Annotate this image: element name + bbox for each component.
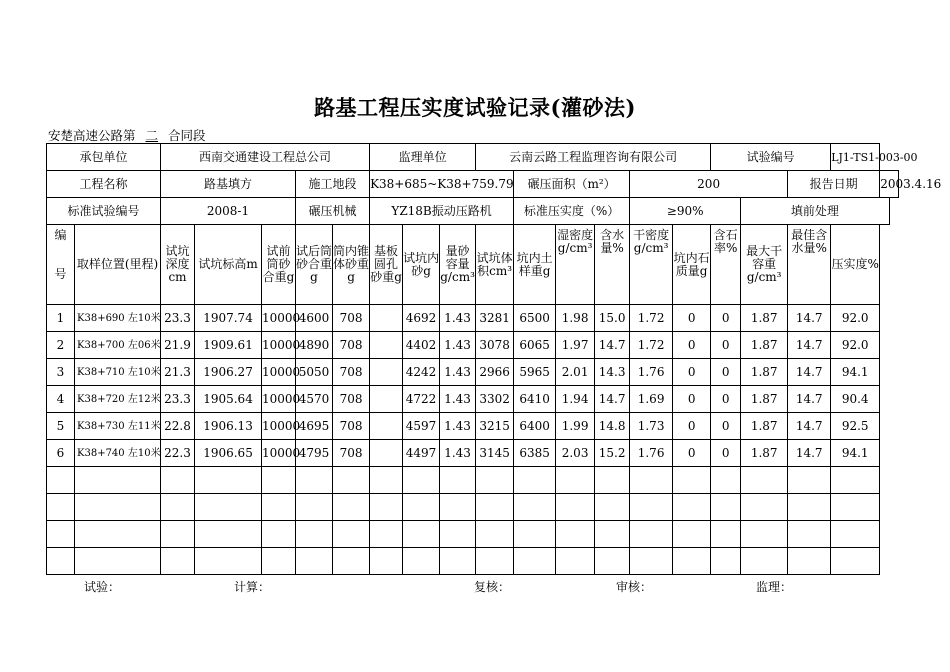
- row-dry-density: 1.69: [630, 386, 673, 413]
- col-after-weight: 试后筒砂合重g: [296, 225, 333, 305]
- row-before-weight: 10000: [262, 359, 296, 386]
- empty-row: [47, 548, 899, 575]
- row-soil-weight: 5965: [514, 359, 556, 386]
- row-location: K38+700 左06米: [75, 332, 161, 359]
- row-max-dry-density: 1.87: [741, 359, 788, 386]
- contract-section-line: [48, 126, 206, 144]
- row-before-weight: 10000: [262, 413, 296, 440]
- row-cone-sand: 708: [333, 440, 370, 467]
- machine-label: 碾压机械: [296, 198, 370, 225]
- row-stone-weight: 0: [673, 413, 711, 440]
- row-pit-sand: 4242: [403, 359, 440, 386]
- row-sand-density: 1.43: [440, 332, 476, 359]
- row-location: K38+720 左12米: [75, 386, 161, 413]
- table-row: [47, 440, 899, 467]
- col-no: 编 号: [47, 225, 75, 305]
- page-title: 路基工程压实度试验记录(灌砂法): [314, 95, 636, 120]
- std-comp-value: ≥90%: [630, 198, 741, 225]
- col-plate-sand: 基板圆孔砂重g: [370, 225, 403, 305]
- row-location: K38+730 左11米: [75, 413, 161, 440]
- row-wet-density: 1.94: [556, 386, 595, 413]
- row-no: 1: [47, 305, 75, 332]
- row-stone-rate: 0: [711, 386, 741, 413]
- row-max-dry-density: 1.87: [741, 332, 788, 359]
- row-before-weight: 10000: [262, 305, 296, 332]
- contract-section-number: 二: [145, 128, 159, 143]
- row-stone-rate: 0: [711, 413, 741, 440]
- col-location: 取样位置(里程): [75, 225, 161, 305]
- row-after-weight: 4695: [296, 413, 333, 440]
- row-plate-sand: [370, 386, 403, 413]
- std-no-value: 2008-1: [161, 198, 296, 225]
- row-compaction: 94.1: [831, 440, 880, 467]
- row-cone-sand: 708: [333, 359, 370, 386]
- treatment-value: 填前处理: [741, 198, 889, 225]
- col-cone-sand: 筒内锥体砂重g: [333, 225, 370, 305]
- empty-row: [47, 494, 899, 521]
- machine-value: YZ18B振动压路机: [370, 198, 514, 225]
- row-soil-weight: 6400: [514, 413, 556, 440]
- row-moisture: 14.3: [595, 359, 630, 386]
- row-pit-sand: 4692: [403, 305, 440, 332]
- row-pit-volume: 2966: [476, 359, 514, 386]
- row-elevation: 1907.74: [195, 305, 262, 332]
- row-max-dry-density: 1.87: [741, 386, 788, 413]
- row-stone-weight: 0: [673, 386, 711, 413]
- row-no: 6: [47, 440, 75, 467]
- row-location: K38+740 左10米: [75, 440, 161, 467]
- col-max-dry-density: 最大干容重g/cm³: [741, 225, 788, 305]
- row-wet-density: 2.03: [556, 440, 595, 467]
- footer-calc: 计算：: [234, 580, 271, 594]
- col-stone-weight: 坑内石质量g: [673, 225, 711, 305]
- row-soil-weight: 6385: [514, 440, 556, 467]
- row-no: 3: [47, 359, 75, 386]
- row-dry-density: 1.76: [630, 359, 673, 386]
- row-stone-rate: 0: [711, 305, 741, 332]
- supervisor-label: 监理单位: [370, 144, 476, 171]
- row-location: K38+710 左10米: [75, 359, 161, 386]
- row-depth: 23.3: [161, 305, 195, 332]
- row-depth: 21.3: [161, 359, 195, 386]
- row-dry-density: 1.76: [630, 440, 673, 467]
- row-plate-sand: [370, 359, 403, 386]
- row-elevation: 1906.27: [195, 359, 262, 386]
- row-after-weight: 4890: [296, 332, 333, 359]
- area-value: 200: [630, 171, 788, 198]
- row-optimal-moisture: 14.7: [788, 305, 831, 332]
- row-pit-sand: 4497: [403, 440, 440, 467]
- row-cone-sand: 708: [333, 332, 370, 359]
- site-value: K38+685~K38+759.79: [370, 171, 514, 198]
- footer-audit: 审核：: [616, 580, 653, 594]
- footer-review: 复核：: [474, 580, 511, 594]
- row-plate-sand: [370, 413, 403, 440]
- col-elevation: 试坑标高m: [195, 225, 262, 305]
- row-plate-sand: [370, 332, 403, 359]
- std-comp-label: 标准压实度（%）: [514, 198, 630, 225]
- row-stone-rate: 0: [711, 332, 741, 359]
- row-stone-weight: 0: [673, 440, 711, 467]
- row-optimal-moisture: 14.7: [788, 359, 831, 386]
- table-row: [47, 413, 899, 440]
- row-pit-volume: 3281: [476, 305, 514, 332]
- row-cone-sand: 708: [333, 413, 370, 440]
- row-stone-rate: 0: [711, 440, 741, 467]
- row-elevation: 1906.13: [195, 413, 262, 440]
- data-rows: [47, 305, 899, 467]
- row-pit-volume: 3215: [476, 413, 514, 440]
- row-cone-sand: 708: [333, 305, 370, 332]
- row-pit-sand: 4597: [403, 413, 440, 440]
- table-row: [47, 386, 899, 413]
- supervisor-value: 云南云路工程监理咨询有限公司: [476, 144, 711, 171]
- contractor-label: 承包单位: [47, 144, 161, 171]
- row-pit-volume: 3078: [476, 332, 514, 359]
- row-moisture: 14.7: [595, 386, 630, 413]
- row-pit-volume: 3302: [476, 386, 514, 413]
- table-row: [47, 332, 899, 359]
- col-stone-rate: 含石率%: [711, 225, 741, 305]
- row-compaction: 92.5: [831, 413, 880, 440]
- row-no: 4: [47, 386, 75, 413]
- row-stone-weight: 0: [673, 359, 711, 386]
- row-after-weight: 4570: [296, 386, 333, 413]
- subtitle-prefix: 安楚高速公路第: [48, 128, 136, 143]
- col-before-weight: 试前筒砂合重g: [262, 225, 296, 305]
- col-sand-density: 量砂容量g/cm³: [440, 225, 476, 305]
- footer-test: 试验：: [84, 580, 121, 594]
- contractor-value: 西南交通建设工程总公司: [161, 144, 370, 171]
- row-moisture: 15.0: [595, 305, 630, 332]
- row-location: K38+690 左10米: [75, 305, 161, 332]
- row-optimal-moisture: 14.7: [788, 440, 831, 467]
- row-pit-sand: 4722: [403, 386, 440, 413]
- row-moisture: 14.7: [595, 332, 630, 359]
- row-sand-density: 1.43: [440, 359, 476, 386]
- row-depth: 23.3: [161, 386, 195, 413]
- project-value: 路基填方: [161, 171, 296, 198]
- row-plate-sand: [370, 440, 403, 467]
- site-label: 施工地段: [296, 171, 370, 198]
- empty-row: [47, 467, 899, 494]
- row-elevation: 1909.61: [195, 332, 262, 359]
- col-compaction: 压实度%: [831, 225, 880, 305]
- row-sand-density: 1.43: [440, 305, 476, 332]
- test-no-label: 试验编号: [711, 144, 831, 171]
- row-dry-density: 1.72: [630, 332, 673, 359]
- record-table: [46, 143, 942, 575]
- row-wet-density: 1.98: [556, 305, 595, 332]
- col-soil-weight: 坑内土样重g: [514, 225, 556, 305]
- row-after-weight: 4600: [296, 305, 333, 332]
- row-sand-density: 1.43: [440, 413, 476, 440]
- row-no: 2: [47, 332, 75, 359]
- row-soil-weight: 6410: [514, 386, 556, 413]
- row-before-weight: 10000: [262, 386, 296, 413]
- row-max-dry-density: 1.87: [741, 413, 788, 440]
- table-row: [47, 305, 899, 332]
- col-dry-density: 干密度g/cm³: [630, 225, 673, 305]
- row-depth: 22.3: [161, 440, 195, 467]
- row-max-dry-density: 1.87: [741, 440, 788, 467]
- test-no-value: LJ1-TS1-003-00: [831, 144, 880, 171]
- row-before-weight: 10000: [262, 332, 296, 359]
- col-depth: 试坑深度cm: [161, 225, 195, 305]
- row-pit-volume: 3145: [476, 440, 514, 467]
- row-optimal-moisture: 14.7: [788, 413, 831, 440]
- row-stone-rate: 0: [711, 359, 741, 386]
- col-pit-volume: 试坑体积cm³: [476, 225, 514, 305]
- row-elevation: 1906.65: [195, 440, 262, 467]
- row-max-dry-density: 1.87: [741, 305, 788, 332]
- row-sand-density: 1.43: [440, 386, 476, 413]
- row-moisture: 14.8: [595, 413, 630, 440]
- subtitle-suffix: 合同段: [168, 128, 206, 143]
- row-depth: 21.9: [161, 332, 195, 359]
- row-compaction: 94.1: [831, 359, 880, 386]
- col-optimal-moisture: 最佳含水量%: [788, 225, 831, 305]
- row-stone-weight: 0: [673, 332, 711, 359]
- row-no: 5: [47, 413, 75, 440]
- empty-row: [47, 521, 899, 548]
- col-pit-sand: 试坑内砂g: [403, 225, 440, 305]
- row-plate-sand: [370, 305, 403, 332]
- col-moisture: 含水量%: [595, 225, 630, 305]
- row-compaction: 92.0: [831, 332, 880, 359]
- row-wet-density: 2.01: [556, 359, 595, 386]
- area-label: 碾压面积（m²）: [514, 171, 630, 198]
- row-wet-density: 1.99: [556, 413, 595, 440]
- row-before-weight: 10000: [262, 440, 296, 467]
- row-elevation: 1905.64: [195, 386, 262, 413]
- row-compaction: 92.0: [831, 305, 880, 332]
- row-pit-sand: 4402: [403, 332, 440, 359]
- project-label: 工程名称: [47, 171, 161, 198]
- col-wet-density: 湿密度g/cm³: [556, 225, 595, 305]
- row-dry-density: 1.72: [630, 305, 673, 332]
- row-soil-weight: 6500: [514, 305, 556, 332]
- row-sand-density: 1.43: [440, 440, 476, 467]
- row-optimal-moisture: 14.7: [788, 332, 831, 359]
- row-wet-density: 1.97: [556, 332, 595, 359]
- row-cone-sand: 708: [333, 386, 370, 413]
- date-value: 2003.4.16: [880, 171, 899, 198]
- row-depth: 22.8: [161, 413, 195, 440]
- footer-supervise: 监理：: [756, 580, 793, 594]
- date-label: 报告日期: [788, 171, 880, 198]
- row-stone-weight: 0: [673, 305, 711, 332]
- row-optimal-moisture: 14.7: [788, 386, 831, 413]
- std-no-label: 标准试验编号: [47, 198, 161, 225]
- row-dry-density: 1.73: [630, 413, 673, 440]
- row-soil-weight: 6065: [514, 332, 556, 359]
- table-row: [47, 359, 899, 386]
- row-after-weight: 4795: [296, 440, 333, 467]
- row-after-weight: 5050: [296, 359, 333, 386]
- row-moisture: 15.2: [595, 440, 630, 467]
- row-compaction: 90.4: [831, 386, 880, 413]
